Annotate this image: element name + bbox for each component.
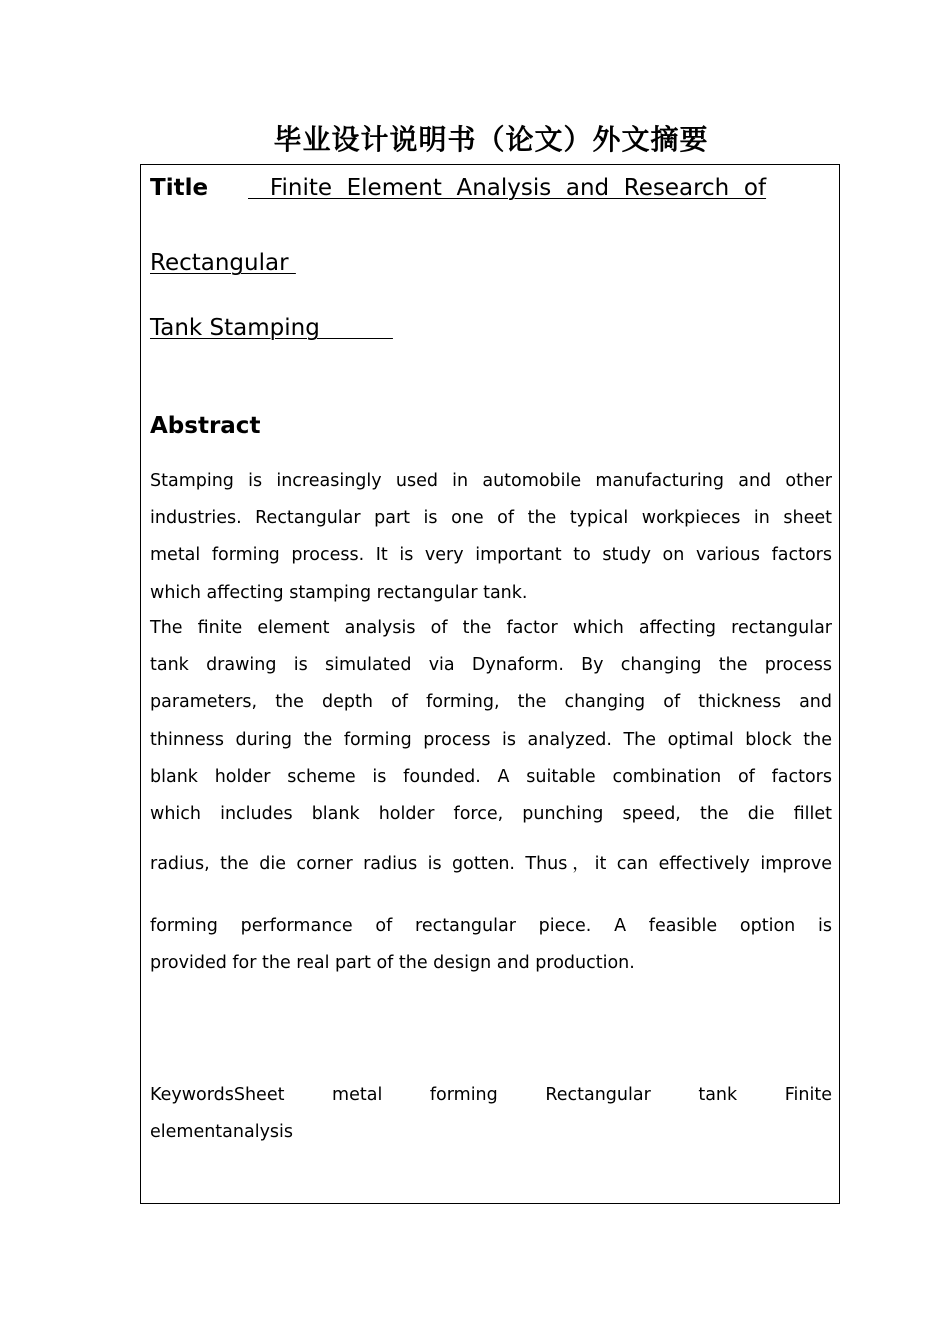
text-line: industries. Rectangular part is one of the typical workpieces in sheet [150,508,832,529]
title-text-line-1: Finite Element Analysis and Research of [248,175,767,201]
text-line: which includes blank holder force, punching speed, the die fillet [150,803,832,824]
title-text-line-3-span: Tank Stamping [150,315,393,341]
keywords-line-2: elementanalysis [150,1122,294,1143]
text-line: Stamping is increasingly used in automobile manufacturing and other [150,471,832,491]
keywords [150,1080,832,1154]
page-title: 毕业设计说明书（论文）外文摘要 [273,123,709,156]
keyword-word: KeywordsSheet [150,1085,285,1105]
title-text-line-2 [150,250,296,276]
keyword-word: Rectangular [545,1085,651,1105]
title-label: Title [150,175,209,201]
text-line: tank drawing is simulated via Dynaform. By changing the process [150,655,832,676]
keyword-word: metal [332,1085,383,1105]
keyword-word: Finite [784,1085,832,1105]
text-line: blank holder scheme is founded. A suitable combination of factors [150,766,832,787]
keywords-line-1 [150,1080,832,1117]
text-line: thinness during the forming process is analyzed. The optimal block the [150,729,832,750]
text-line: metal forming process. It is very important to study on various factors [150,545,832,566]
text-line: provided for the real part of the design and production. [150,953,635,974]
text-line: parameters, the depth of forming, the changing of thickness and [150,692,832,713]
abstract-heading: Abstract [150,413,261,439]
keyword-word: forming [429,1085,498,1105]
abstract-paragraph-1 [150,466,832,613]
text-line: The finite element analysis of the factor which affecting rectangular [150,618,832,638]
text-line: radius, the die corner radius is gotten. Thus，it can effectively improve [150,853,832,874]
text-line: which affecting stamping rectangular tank. [150,582,528,603]
title-text-line-3 [150,315,393,341]
title-text-line-2-span: Rectangular [150,250,296,276]
text-line: forming performance of rectangular piece. A feasible option is [150,915,832,936]
abstract-paragraph-2 [150,613,832,985]
keyword-word: tank [698,1085,738,1105]
